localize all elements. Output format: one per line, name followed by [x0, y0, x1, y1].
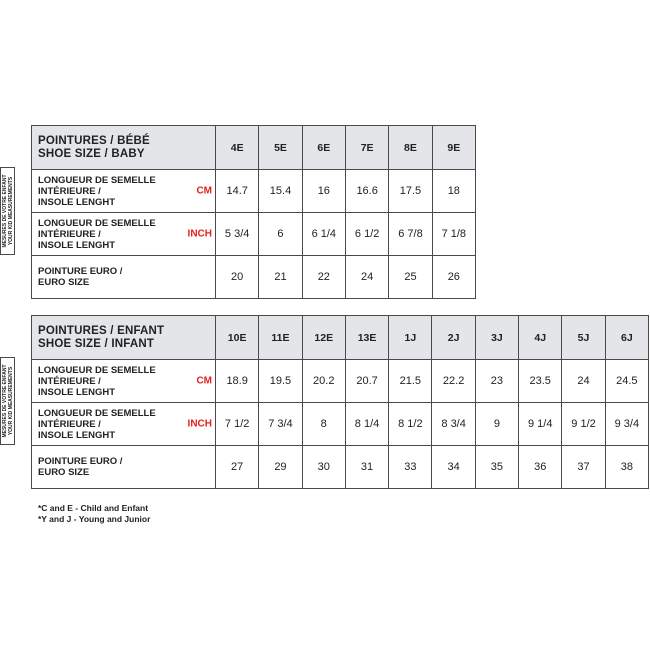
table-cell: 38 — [605, 446, 648, 489]
table-cell: 24 — [562, 360, 605, 403]
table-cell: 22.2 — [432, 360, 475, 403]
infant-cm-row — [32, 360, 649, 403]
infant-size-header: 6J — [605, 316, 648, 360]
footnote: *Y and J - Young and Junior — [38, 514, 151, 524]
row-label-line: LONGUEUR DE SEMELLE — [38, 407, 156, 419]
row-label-line: INTÉRIEURE / — [38, 375, 101, 387]
infant-size-header: 4J — [519, 316, 562, 360]
infant-size-chart — [31, 315, 649, 489]
table-cell: 6 — [259, 213, 302, 256]
infant-side-label-line-2: YOUR KID MEASUREMENTS — [7, 366, 14, 436]
baby-size-chart — [31, 125, 476, 299]
table-cell: 37 — [562, 446, 605, 489]
table-cell: 30 — [302, 446, 345, 489]
table-cell: 6 1/2 — [345, 213, 388, 256]
table-cell: 22 — [302, 256, 345, 299]
table-cell: 35 — [475, 446, 518, 489]
infant-size-header: 3J — [475, 316, 518, 360]
row-label-line: INSOLE LENGHT — [38, 239, 116, 251]
unit-label: CM — [196, 185, 212, 197]
table-cell: 6 7/8 — [389, 213, 432, 256]
baby-side-label-line-1: MESURES DE VOTRE ENFANT — [1, 174, 8, 248]
table-cell: 17.5 — [389, 170, 432, 213]
baby-header-line-1: POINTURES / BÉBÉ — [38, 134, 150, 147]
baby-inch-label — [32, 213, 216, 256]
infant-size-header: 5J — [562, 316, 605, 360]
infant-euro-label — [32, 446, 216, 489]
table-cell: 31 — [345, 446, 388, 489]
infant-cm-label — [32, 360, 216, 403]
table-cell: 23 — [475, 360, 518, 403]
row-label-line: INTÉRIEURE / — [38, 185, 101, 197]
table-cell: 8 — [302, 403, 345, 446]
row-label-line: POINTURE EURO / — [38, 266, 123, 277]
table-cell: 33 — [389, 446, 432, 489]
table-cell: 18 — [432, 170, 475, 213]
infant-side-label-line-1: MESURES DE VOTRE ENFANT — [1, 364, 8, 438]
table-cell: 7 1/8 — [432, 213, 475, 256]
table-cell: 6 1/4 — [302, 213, 345, 256]
baby-size-header: 4E — [216, 126, 259, 170]
unit-label: INCH — [187, 418, 212, 430]
infant-inch-label — [32, 403, 216, 446]
row-label-line: INTÉRIEURE / — [38, 418, 101, 430]
table-cell: 16 — [302, 170, 345, 213]
table-cell: 16.6 — [345, 170, 388, 213]
table-cell: 9 — [475, 403, 518, 446]
table-cell: 36 — [519, 446, 562, 489]
unit-label: INCH — [187, 228, 212, 240]
baby-size-header: 8E — [389, 126, 432, 170]
table-cell: 29 — [259, 446, 302, 489]
row-label-line: INTÉRIEURE / — [38, 228, 101, 240]
infant-header-line-1: POINTURES / ENFANT — [38, 324, 165, 337]
table-cell: 5 3/4 — [216, 213, 259, 256]
table-cell: 7 3/4 — [259, 403, 302, 446]
row-label-line: LONGUEUR DE SEMELLE — [38, 217, 156, 229]
row-label-line: EURO SIZE — [38, 277, 90, 288]
unit-label: CM — [196, 375, 212, 387]
table-cell: 9 3/4 — [605, 403, 648, 446]
table-cell: 9 1/2 — [562, 403, 605, 446]
row-label-line: INSOLE LENGHT — [38, 196, 116, 208]
table-cell: 26 — [432, 256, 475, 299]
table-cell: 20.7 — [345, 360, 388, 403]
infant-size-header: 12E — [302, 316, 345, 360]
table-cell: 7 1/2 — [216, 403, 259, 446]
table-cell: 8 1/4 — [345, 403, 388, 446]
baby-side-label-line-2: YOUR KID MEASUREMENTS — [7, 176, 14, 246]
table-cell: 20.2 — [302, 360, 345, 403]
baby-size-header: 7E — [345, 126, 388, 170]
baby-cm-label — [32, 170, 216, 213]
baby-size-header: 5E — [259, 126, 302, 170]
infant-size-header: 2J — [432, 316, 475, 360]
table-cell: 15.4 — [259, 170, 302, 213]
infant-header-label — [32, 316, 216, 360]
infant-side-label — [0, 357, 15, 445]
table-cell: 20 — [216, 256, 259, 299]
row-label-line: INSOLE LENGHT — [38, 386, 116, 398]
infant-inch-row — [32, 403, 649, 446]
table-cell: 24 — [345, 256, 388, 299]
infant-side-label-text — [2, 364, 14, 437]
baby-side-label-text — [2, 174, 14, 247]
baby-size-header: 6E — [302, 126, 345, 170]
table-cell: 14.7 — [216, 170, 259, 213]
infant-header-line-2: SHOE SIZE / INFANT — [38, 337, 155, 350]
baby-euro-label — [32, 256, 216, 299]
baby-euro-row — [32, 256, 476, 299]
table-cell: 23.5 — [519, 360, 562, 403]
row-label-line: LONGUEUR DE SEMELLE — [38, 364, 156, 376]
baby-inch-row — [32, 213, 476, 256]
table-cell: 34 — [432, 446, 475, 489]
table-cell: 21.5 — [389, 360, 432, 403]
infant-euro-row — [32, 446, 649, 489]
baby-side-label — [0, 167, 15, 255]
row-label-line: POINTURE EURO / — [38, 456, 123, 467]
table-cell: 21 — [259, 256, 302, 299]
infant-size-header: 10E — [216, 316, 259, 360]
row-label-line: INSOLE LENGHT — [38, 429, 116, 441]
table-cell: 25 — [389, 256, 432, 299]
infant-size-table — [31, 315, 649, 489]
infant-size-header: 13E — [345, 316, 388, 360]
footnote: *C and E - Child and Enfant — [38, 503, 149, 513]
infant-header-row — [32, 316, 649, 360]
baby-header-row — [32, 126, 476, 170]
table-cell: 9 1/4 — [519, 403, 562, 446]
table-cell: 18.9 — [216, 360, 259, 403]
row-label-line: EURO SIZE — [38, 467, 90, 478]
baby-header-line-2: SHOE SIZE / BABY — [38, 147, 145, 160]
baby-size-table — [31, 125, 476, 299]
infant-size-header: 11E — [259, 316, 302, 360]
table-cell: 24.5 — [605, 360, 648, 403]
table-cell: 8 1/2 — [389, 403, 432, 446]
baby-cm-row — [32, 170, 476, 213]
row-label-line: LONGUEUR DE SEMELLE — [38, 174, 156, 186]
baby-header-label — [32, 126, 216, 170]
table-cell: 19.5 — [259, 360, 302, 403]
table-cell: 27 — [216, 446, 259, 489]
baby-size-header: 9E — [432, 126, 475, 170]
footnotes — [38, 503, 150, 525]
table-cell: 8 3/4 — [432, 403, 475, 446]
infant-size-header: 1J — [389, 316, 432, 360]
